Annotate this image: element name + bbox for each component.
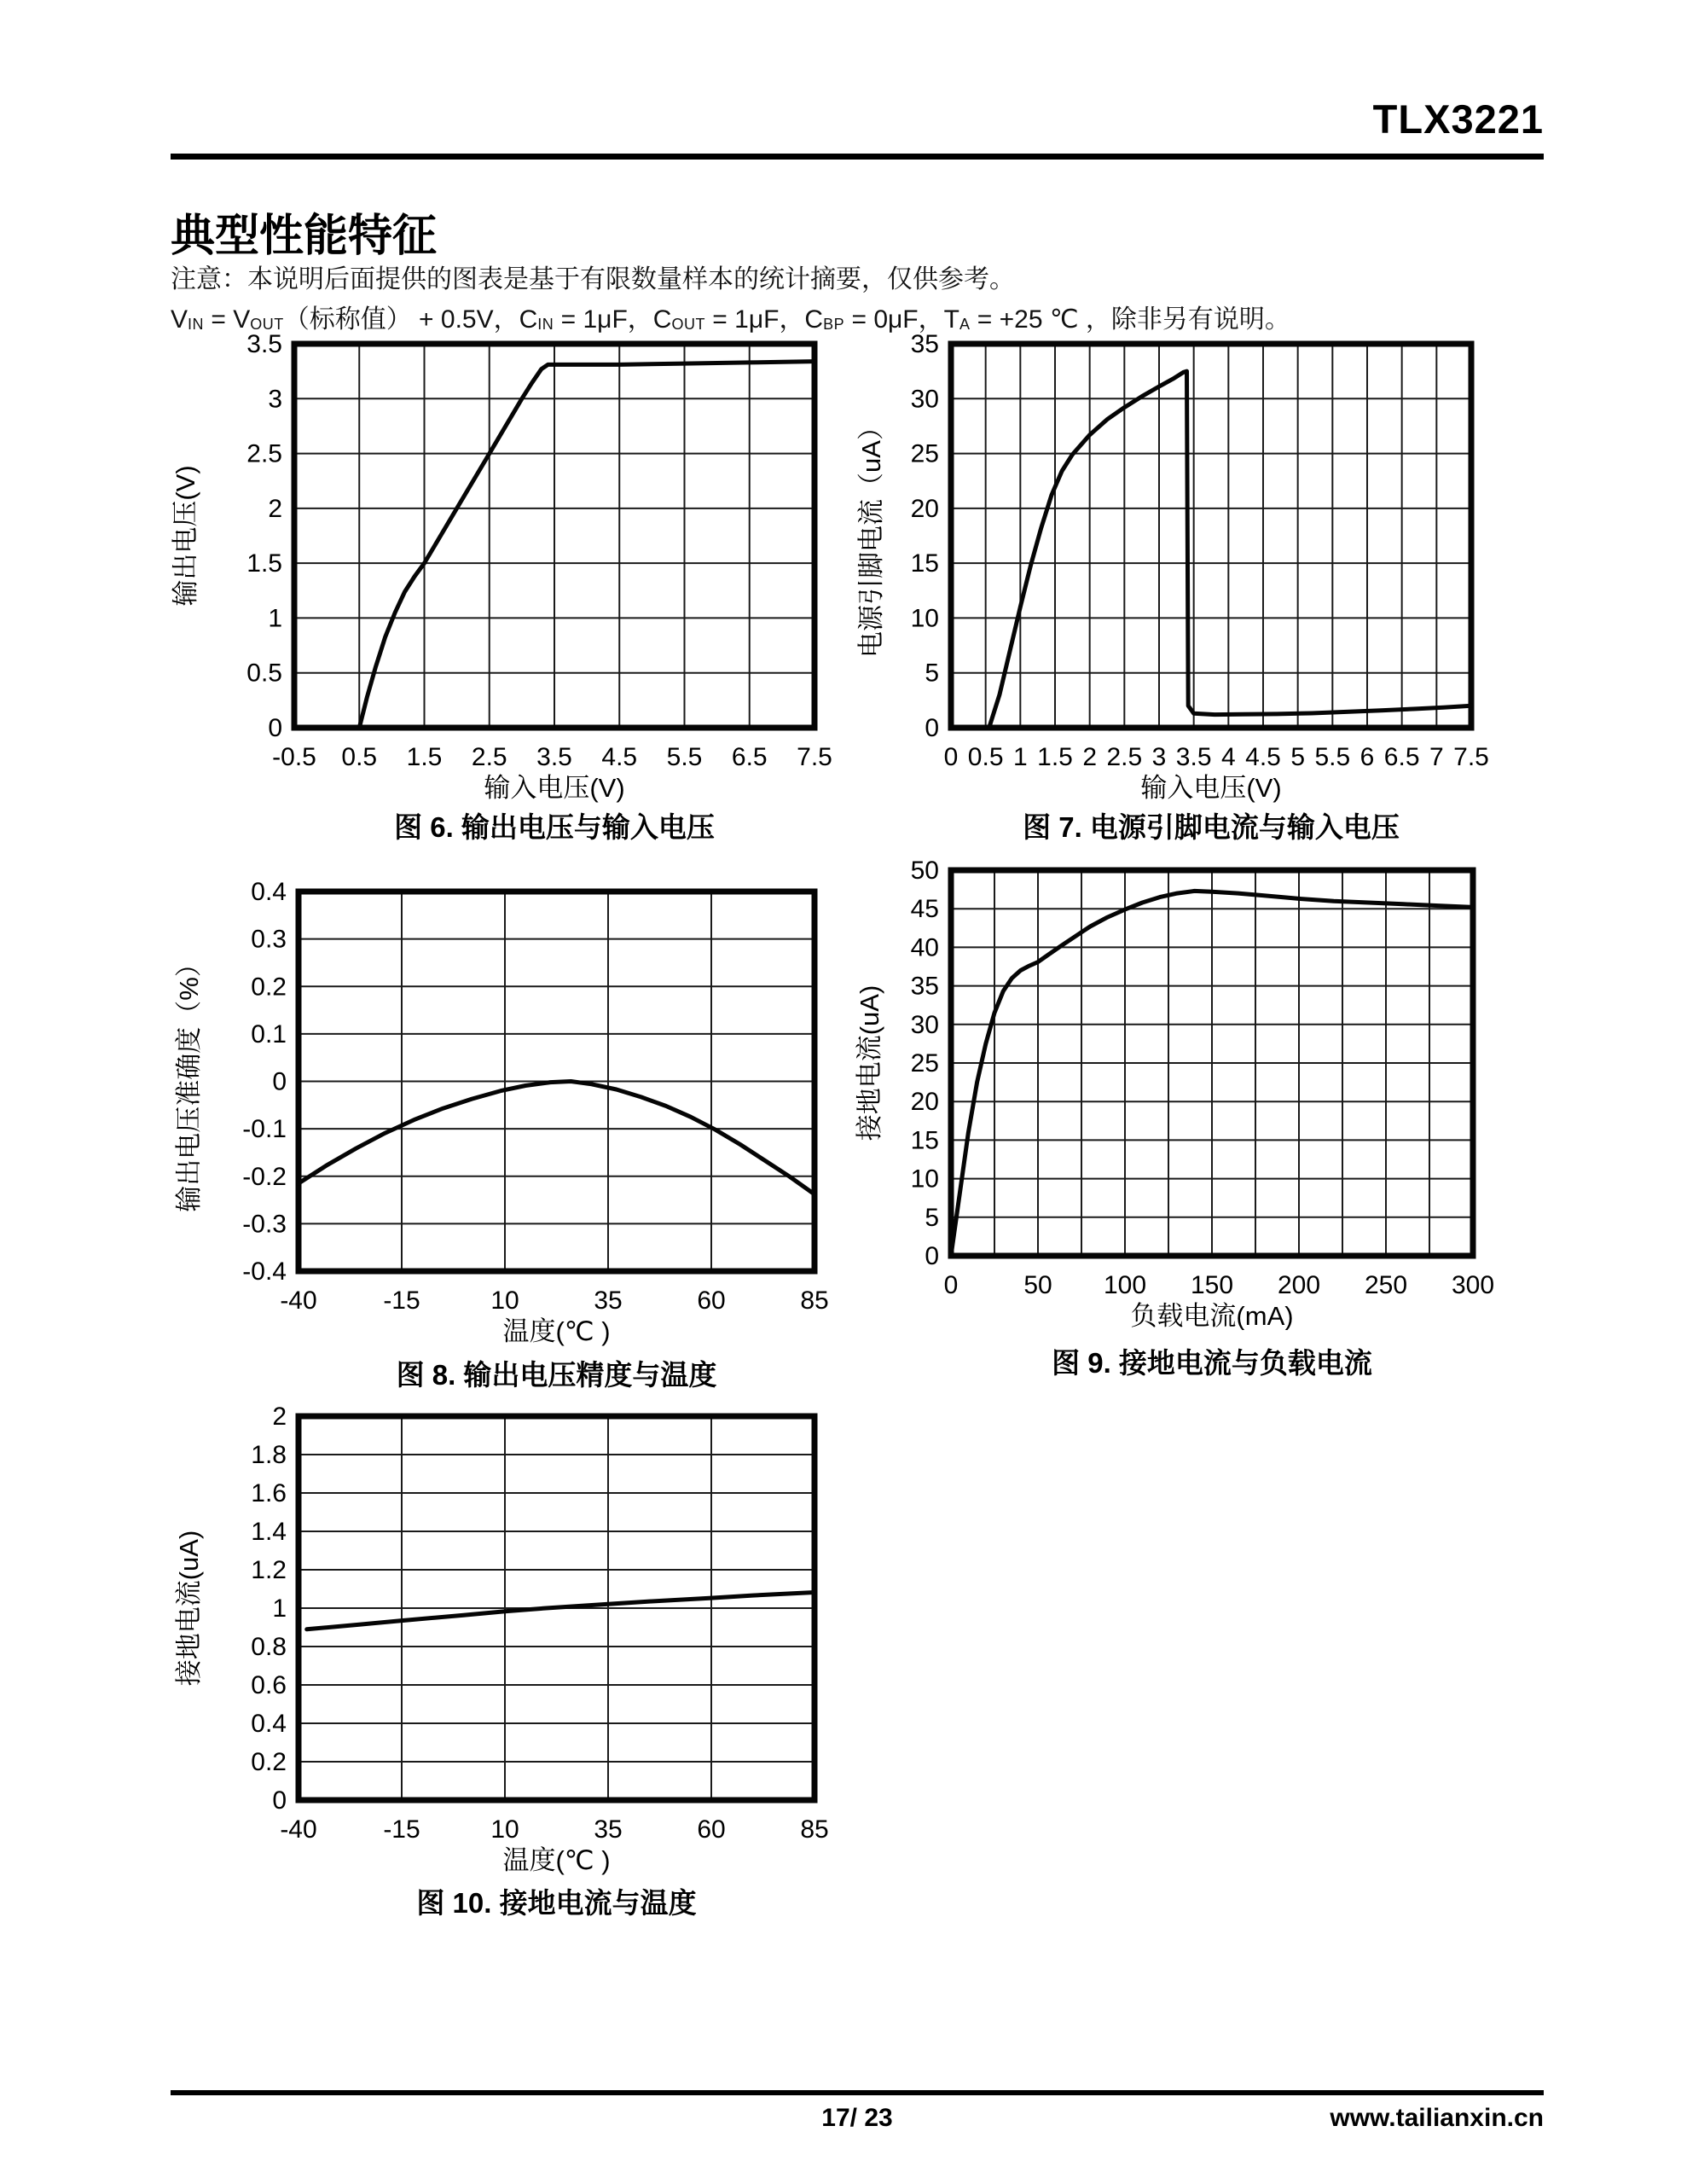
supply-pin-current-vs-input-voltage-chart [810, 324, 1518, 804]
x-tick-label: 5.5 [666, 743, 703, 771]
y-tick-label: 0.8 [251, 1633, 287, 1661]
x-tick-labels [944, 743, 1489, 771]
condition-text: = +25 ℃ ，除非另有说明。 [970, 305, 1290, 334]
figure-6-caption: 图 6. 输出电压与输入电压 [394, 811, 715, 843]
x-tick-label: 3.5 [536, 743, 572, 771]
x-tick-label: 85 [800, 1287, 829, 1315]
x-tick-label: 2.5 [1106, 743, 1143, 771]
y-tick-label: 3.5 [246, 330, 282, 358]
y-tick-label: 35 [910, 330, 939, 358]
x-tick-label: -40 [280, 1815, 317, 1844]
condition-text: = V [204, 305, 251, 334]
y-tick-label: 0.6 [251, 1671, 287, 1699]
condition-text: （标称值） + 0.5V，C [283, 305, 538, 334]
x-tick-label: 5 [1290, 743, 1306, 771]
x-tick-label: 0.5 [341, 743, 378, 771]
x-tick-label: 85 [800, 1815, 829, 1844]
x-tick-label: 35 [594, 1815, 623, 1844]
condition-text: = 1μF，C [704, 305, 824, 334]
y-axis-label: 输出电压(V) [171, 465, 200, 607]
y-tick-label: 2 [272, 1403, 287, 1431]
y-axis-label: 电源引脚电流（uA） [856, 414, 886, 658]
y-tick-label: 1.4 [251, 1518, 287, 1546]
figure-10-caption: 图 10. 接地电流与温度 [416, 1887, 697, 1919]
x-tick-label: 150 [1190, 1271, 1234, 1299]
x-tick-labels [944, 1271, 1494, 1299]
y-tick-label: 0.3 [251, 925, 287, 954]
y-tick-label: 10 [910, 1165, 939, 1194]
x-tick-label: 1.5 [406, 743, 443, 771]
x-tick-label: 7.5 [797, 743, 832, 771]
y-tick-label: 15 [910, 549, 939, 578]
x-tick-label: 250 [1364, 1271, 1408, 1299]
x-tick-label: 200 [1277, 1271, 1321, 1299]
condition-subscript: BP [823, 316, 845, 334]
output-voltage-vs-input-voltage-chart [128, 324, 836, 804]
y-tick-label: 20 [910, 494, 939, 523]
y-axis-label: 接地电流(uA) [855, 985, 884, 1141]
x-tick-labels [272, 743, 832, 771]
y-axis-label: 接地电流(uA) [174, 1530, 204, 1687]
x-tick-label: 50 [1023, 1271, 1052, 1299]
y-tick-label: 5 [925, 659, 939, 688]
x-tick-label: -0.5 [272, 743, 316, 771]
y-tick-label: 50 [910, 857, 939, 885]
condition-text: = 1μF，C [554, 305, 672, 334]
y-tick-label: 0 [925, 714, 939, 742]
x-tick-label: 6.5 [1383, 743, 1420, 771]
y-tick-label: 15 [910, 1126, 939, 1155]
ground-current-vs-load-current-chart [810, 851, 1518, 1330]
x-tick-label: -15 [383, 1287, 420, 1315]
x-tick-label: 0 [943, 1271, 959, 1299]
condition-text: V [171, 305, 188, 334]
x-tick-label: 3.5 [1175, 743, 1212, 771]
y-tick-label: 0.2 [251, 973, 287, 1002]
y-tick-label: 25 [910, 1049, 939, 1077]
x-tick-label: 1 [1012, 743, 1028, 771]
x-tick-labels [280, 1287, 828, 1315]
y-tick-label: 0 [272, 1067, 287, 1096]
x-tick-label: 300 [1451, 1271, 1495, 1299]
y-tick-label: 0 [268, 714, 282, 742]
data-curve [989, 371, 1471, 728]
x-tick-label: -40 [280, 1287, 317, 1315]
plot-border [951, 344, 1471, 728]
x-tick-label: 7 [1429, 743, 1444, 771]
x-tick-label: 35 [594, 1287, 623, 1315]
condition-text: = 0μF，T [844, 305, 959, 334]
y-tick-label: -0.1 [242, 1115, 287, 1144]
website-link: www.tailianxin.cn [1330, 2104, 1544, 2132]
y-tick-label: 35 [910, 972, 939, 1001]
page-title: 典型性能特征 [171, 212, 438, 261]
note-text: 注意：本说明后面提供的图表是基于有限数量样本的统计摘要，仅供参考。 [171, 265, 1015, 293]
y-tick-label: 1.5 [246, 549, 282, 578]
y-tick-label: 0 [925, 1242, 939, 1270]
y-tick-label: 20 [910, 1088, 939, 1117]
x-tick-labels [280, 1815, 828, 1844]
x-axis-label: 输入电压(V) [1140, 773, 1282, 803]
y-tick-label: 45 [910, 895, 939, 924]
y-tick-label: 1 [272, 1594, 287, 1623]
x-tick-label: 7.5 [1453, 743, 1489, 771]
y-tick-label: 0 [272, 1786, 287, 1815]
figure-9-caption: 图 9. 接地电流与负载电流 [1052, 1347, 1372, 1379]
condition-subscript: OUT [250, 316, 284, 334]
y-tick-label: 40 [910, 933, 939, 962]
x-tick-label: -15 [383, 1815, 420, 1844]
y-tick-label: -0.4 [242, 1258, 287, 1286]
y-tick-label: 30 [910, 1010, 939, 1039]
part-number: TLX3221 [1372, 96, 1544, 142]
x-tick-label: 5.5 [1314, 743, 1351, 771]
footer-rule [171, 2090, 1544, 2095]
condition-subscript: IN [537, 316, 554, 334]
x-tick-label: 10 [490, 1287, 519, 1315]
grid-lines [294, 344, 815, 728]
y-tick-label: 30 [910, 385, 939, 414]
y-tick-label: 0.4 [251, 1710, 287, 1738]
x-tick-label: 1.5 [1037, 743, 1073, 771]
y-tick-label: 2.5 [246, 439, 282, 468]
x-tick-label: 60 [697, 1287, 726, 1315]
data-curve [299, 1082, 815, 1194]
x-tick-label: 6 [1359, 743, 1375, 771]
y-tick-label: 2 [268, 494, 282, 523]
output-voltage-accuracy-vs-temperature-chart [128, 872, 836, 1351]
page-indicator: 17/ 23 [821, 2104, 893, 2132]
x-tick-label: 3 [1151, 743, 1167, 771]
ground-current-vs-temperature-chart [128, 1397, 836, 1876]
condition-subscript: IN [188, 316, 205, 334]
y-tick-label: -0.2 [242, 1162, 287, 1191]
y-tick-labels [242, 878, 287, 1286]
y-tick-label: 1 [268, 604, 282, 633]
y-tick-label: -0.3 [242, 1210, 287, 1239]
y-tick-label: 1.2 [251, 1556, 287, 1584]
y-tick-label: 1.6 [251, 1479, 287, 1507]
x-tick-label: 4 [1220, 743, 1236, 771]
x-tick-label: 6.5 [731, 743, 768, 771]
header-rule [171, 154, 1544, 160]
y-tick-label: 1.8 [251, 1441, 287, 1469]
y-tick-label: 5 [925, 1203, 939, 1232]
figure-8-caption: 图 8. 输出电压精度与温度 [396, 1359, 717, 1391]
x-tick-label: 4.5 [601, 743, 638, 771]
x-axis-label: 温度(℃ ) [502, 1316, 611, 1346]
x-axis-label: 温度(℃ ) [502, 1845, 611, 1875]
y-tick-label: 0.2 [251, 1748, 287, 1776]
y-tick-labels [246, 330, 282, 742]
x-tick-label: 2.5 [471, 743, 507, 771]
x-tick-label: 10 [490, 1815, 519, 1844]
y-axis-label: 输出电压准确度（%） [174, 950, 204, 1212]
y-tick-label: 10 [910, 604, 939, 633]
y-tick-label: 0.4 [251, 878, 287, 906]
y-tick-label: 25 [910, 439, 939, 468]
figure-7-caption: 图 7. 电源引脚电流与输入电压 [1023, 811, 1400, 843]
y-tick-label: 0.1 [251, 1019, 287, 1048]
x-axis-label: 负载电流(mA) [1130, 1301, 1294, 1330]
y-tick-labels [911, 857, 939, 1270]
grid-lines [951, 344, 1471, 728]
x-tick-label: 0 [943, 743, 959, 771]
y-tick-label: 3 [268, 385, 282, 414]
x-tick-label: 4.5 [1245, 743, 1281, 771]
condition-subscript: OUT [671, 316, 705, 334]
x-axis-label: 输入电压(V) [484, 773, 625, 803]
y-tick-labels [911, 330, 939, 742]
condition-subscript: A [959, 316, 971, 334]
grid-lines [951, 870, 1473, 1256]
data-curve [307, 1593, 815, 1629]
x-tick-label: 60 [697, 1815, 726, 1844]
x-tick-label: 100 [1103, 1271, 1147, 1299]
y-tick-label: 0.5 [246, 659, 282, 688]
y-tick-labels [251, 1403, 287, 1815]
x-tick-label: 0.5 [967, 743, 1004, 771]
x-tick-label: 2 [1082, 743, 1098, 771]
